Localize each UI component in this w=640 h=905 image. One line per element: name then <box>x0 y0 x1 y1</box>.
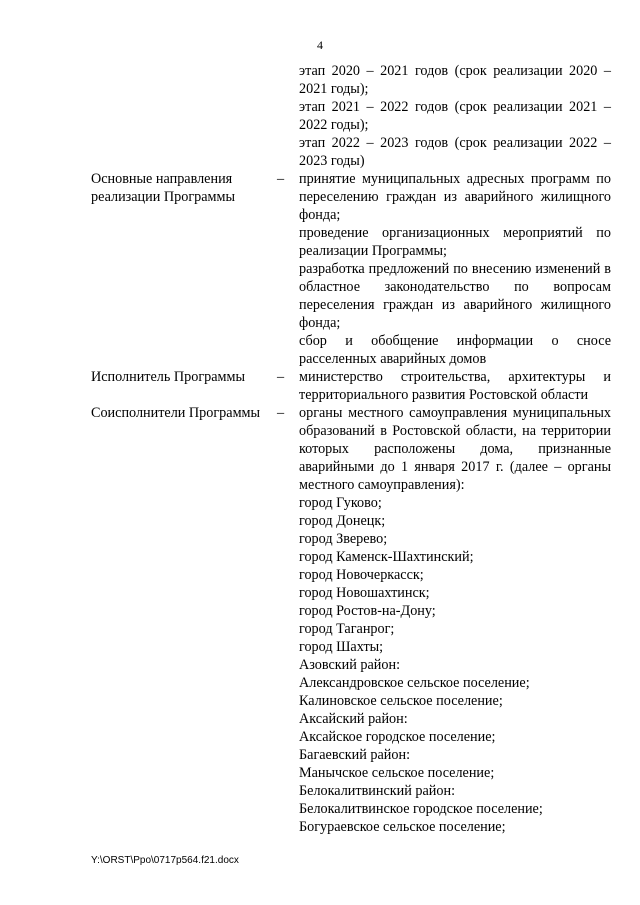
co-executor-item: Манычское сельское поселение; <box>299 765 495 781</box>
directions-dash: – <box>277 171 285 187</box>
executor-text: министерство строительства, архитектуры и территориального развития Ростовской области <box>299 369 611 403</box>
co-executors-intro: органы местного самоуправления муниципальных образований в Ростовской области, на территории которых расположены дома, признанные аварийными до 1 января 2017 г. (далее – органы местного самоуправления): <box>299 405 611 493</box>
co-executors-row <box>91 404 611 836</box>
program-passport <box>91 62 611 836</box>
executor-row <box>91 368 611 404</box>
co-executor-item: Аксайское городское поселение; <box>299 729 496 745</box>
co-executors-list <box>299 404 611 836</box>
directions-row <box>91 170 611 368</box>
direction-item: сбор и обобщение информации о сносе расселенных аварийных домов <box>299 333 611 367</box>
file-path-footer: Y:\ORST\Ppo\0717p564.f21.docx <box>91 855 239 866</box>
stages-row <box>91 62 611 170</box>
page-number: 4 <box>317 38 323 52</box>
co-executor-item: город Ростов-на-Дону; <box>299 603 436 619</box>
co-executor-item: город Зверево; <box>299 531 388 547</box>
co-executor-item: Багаевский район: <box>299 747 411 763</box>
direction-item: принятие муниципальных адресных программ по переселению граждан из аварийного жилищного фонда; <box>299 171 611 223</box>
executor-dash: – <box>277 369 285 385</box>
co-executor-item: город Шахты; <box>299 639 384 655</box>
directions-list <box>299 170 611 368</box>
direction-item: проведение организационных мероприятий по реализации Программы; <box>299 225 611 259</box>
co-executors-dash: – <box>277 405 285 421</box>
executor-label: Исполнитель Программы <box>91 369 246 385</box>
stage-item: этап 2020 – 2021 годов (срок реализации 2020 – 2021 годы); <box>299 63 611 97</box>
co-executors-label: Соисполнители Программы <box>91 405 261 421</box>
co-executor-item: Калиновское сельское поселение; <box>299 693 503 709</box>
co-executor-item: Белокалитвинское городское поселение; <box>299 801 543 817</box>
stage-item: этап 2022 – 2023 годов (срок реализации 2022 – 2023 годы) <box>299 135 611 169</box>
stages-list <box>299 62 611 170</box>
co-executor-item: город Гуково; <box>299 495 382 511</box>
stage-item: этап 2021 – 2022 годов (срок реализации 2021 – 2022 годы); <box>299 99 611 133</box>
direction-item: разработка предложений по внесению изменений в областное законодательство по вопросам переселения граждан из аварийного жилищного фонда; <box>299 261 611 331</box>
directions-label: Основные направления реализации Программы <box>91 171 236 205</box>
co-executor-item: город Таганрог; <box>299 621 395 637</box>
co-executor-item: город Каменск-Шахтинский; <box>299 549 474 565</box>
co-executor-item: город Новочеркасск; <box>299 567 424 583</box>
co-executor-item: город Донецк; <box>299 513 386 529</box>
co-executor-item: город Новошахтинск; <box>299 585 430 601</box>
co-executor-item: Богураевское сельское поселение; <box>299 819 506 835</box>
co-executor-item: Аксайский район: <box>299 711 408 727</box>
co-executor-item: Азовский район: <box>299 657 401 673</box>
co-executor-item: Белокалитвинский район: <box>299 783 456 799</box>
co-executor-item: Александровское сельское поселение; <box>299 675 530 691</box>
